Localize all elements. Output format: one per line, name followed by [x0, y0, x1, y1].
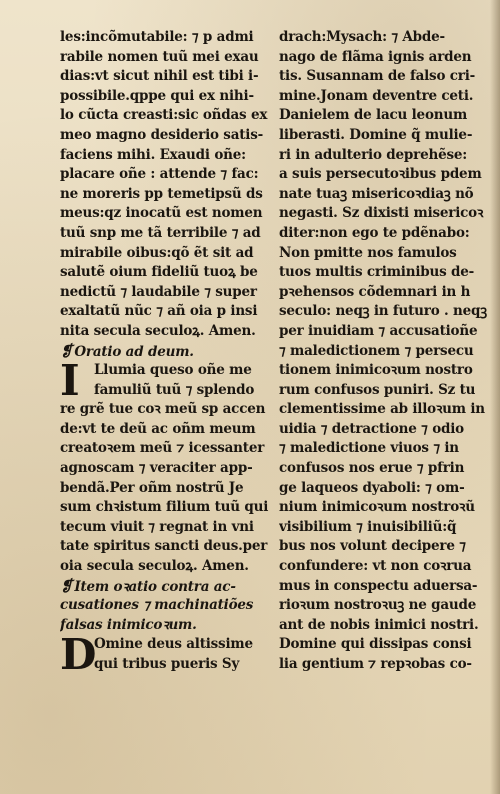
text-line: exaltatũ nũc ⁊ añ oia p insi [60, 303, 258, 320]
text-line: tis. Susannam de falso cri- [279, 68, 476, 85]
pilcrow-icon: ❡ [60, 341, 73, 360]
text-line: drach:Mysach: ⁊ Abde- [279, 29, 445, 45]
text-line: liberasti. Domine q̃ mulie- [279, 126, 473, 143]
text-line: Llumia queso oñe me [94, 362, 252, 379]
text-line: agnoscam ⁊ veraciter app- [60, 460, 253, 477]
text-line: qui tribus pueris Sy [94, 656, 240, 672]
text-line: possibile.qppe qui ex nihi- [60, 87, 254, 104]
text-line: meo magno desiderio satis- [60, 126, 264, 143]
text-line: clementissime ab illoꝛum in [279, 401, 485, 418]
rubric-heading [60, 577, 272, 597]
text-line: mine.Jonam deventre ceti. [279, 87, 474, 104]
text-line: ⁊ maledictione viuos ⁊ in [279, 440, 459, 457]
text-line: Danielem de lacu leonum [279, 107, 468, 124]
text-line: ne moreris pp temetipsũ ds [60, 185, 263, 202]
text-line: nate tuaꝫ misericoꝛdiaꝫ nõ [279, 185, 474, 202]
text-line: nago de flãma ignis arden [279, 48, 472, 65]
text-line: sum chꝛistum filium tuũ qui [60, 499, 269, 516]
text-line: re grẽ tue coꝛ meũ sp accen [60, 401, 266, 418]
rubric-text: Oratio ad deum. [74, 343, 194, 360]
text-line: rum confusos puniri. Sz tu [279, 381, 476, 398]
text-line: pꝛehensos cõdemnari in h [279, 283, 471, 300]
text-line: Domine qui dissipas consi [279, 636, 472, 653]
text-line: oia secula seculoꝝ. Amen. [60, 558, 249, 575]
text-line: nedictũ ⁊ laudabile ⁊ super [60, 283, 257, 300]
text-line: uidia ⁊ detractione ⁊ odio [279, 420, 464, 437]
text-line: tionem inimicoꝛum nostro [279, 362, 473, 379]
text-line: nium inimicoꝛum nostroꝛũ [279, 499, 475, 516]
drop-cap-initial: D [60, 630, 97, 680]
text-line: nita secula seculoꝝ. Amen. [60, 322, 256, 339]
text-line: salutẽ oium fideliũ tuoꝝ be [60, 264, 258, 281]
drop-cap-initial: I [60, 356, 80, 406]
left-column [60, 28, 272, 680]
right-column [279, 28, 491, 675]
text-line: mirabile oibus:qõ ẽt sit ad [60, 244, 254, 261]
text-line: famuliũ tuũ ⁊ splendo [94, 381, 255, 398]
text-line: placare oñe : attende ⁊ fac: [60, 166, 259, 183]
text-line: tecum viuit ⁊ regnat in vni [60, 518, 254, 535]
text-line: a suis persecutoꝛibus pdem [279, 166, 482, 183]
text-line: mus in conspectu aduersa- [279, 577, 478, 594]
text-line: faciens mihi. Exaudi oñe: [60, 146, 246, 163]
text-line: bendã.Per oñm nostrũ Je [60, 479, 244, 496]
text-line: tuos multis criminibus de- [279, 264, 475, 281]
rubric-text: Item oꝛatio contra ac- [74, 578, 236, 595]
text-line: confundere: vt non coꝛrua [279, 558, 472, 575]
text-line: rabile nomen tuũ mei exau [60, 48, 259, 65]
initial-paragraph [60, 356, 272, 406]
text-line: ant de nobis inimici nostri. [279, 616, 479, 633]
text-line: Non pmitte nos famulos [279, 244, 457, 261]
pilcrow-icon: ❡ [60, 576, 73, 595]
text-line: visibilium ⁊ inuisibiliũ:q̃ [279, 518, 457, 535]
text-line: tuũ snp me tã terribile ⁊ ad [60, 224, 261, 241]
text-line: seculo: neqꝫ in futuro . neqꝫ [279, 303, 487, 320]
page-gutter-shadow [490, 0, 500, 794]
text-line: diter:non ego te pdẽnabo: [279, 224, 470, 241]
text-line: confusos nos erue ⁊ pfrin [279, 460, 465, 477]
text-line: de:vt te deũ ac oñm meum [60, 420, 256, 437]
text-line: ge laqueos dyaboli: ⁊ om- [279, 479, 465, 496]
text-line: lia gentium ⁊ repꝛobas co- [279, 656, 472, 672]
rubric-heading [60, 342, 272, 362]
text-line: rioꝛum nostroꝛuꝫ ne gaude [279, 597, 477, 614]
text-line: negasti. Sz dixisti misericoꝛ [279, 205, 484, 222]
text-line: bus nos volunt decipere ⁊ [279, 538, 466, 555]
text-line: meus:qz inocatũ est nomen [60, 205, 263, 222]
text-line: tate spiritus sancti deus.per [60, 538, 268, 555]
text-line: les:incõmutabile: ⁊ p admi [60, 29, 254, 45]
text-line: dias:vt sicut nihil est tibi i- [60, 68, 259, 85]
text-line: lo cũcta creasti:sic oñdas ex [60, 107, 268, 124]
text-line: per inuidiam ⁊ accusatioñe [279, 322, 478, 339]
rubric-text: cusationes ⁊ machinatiões [60, 597, 254, 614]
initial-paragraph [60, 630, 272, 680]
rubric-text: falsas inimicoꝛum. [60, 616, 197, 633]
text-line: creatoꝛem meũ ⁊ icessanter [60, 440, 265, 457]
text-line: ri in adulterio deprehẽse: [279, 146, 468, 163]
text-line: Omine deus altissime [94, 636, 253, 653]
text-line: ⁊ maledictionem ⁊ persecu [279, 342, 474, 359]
